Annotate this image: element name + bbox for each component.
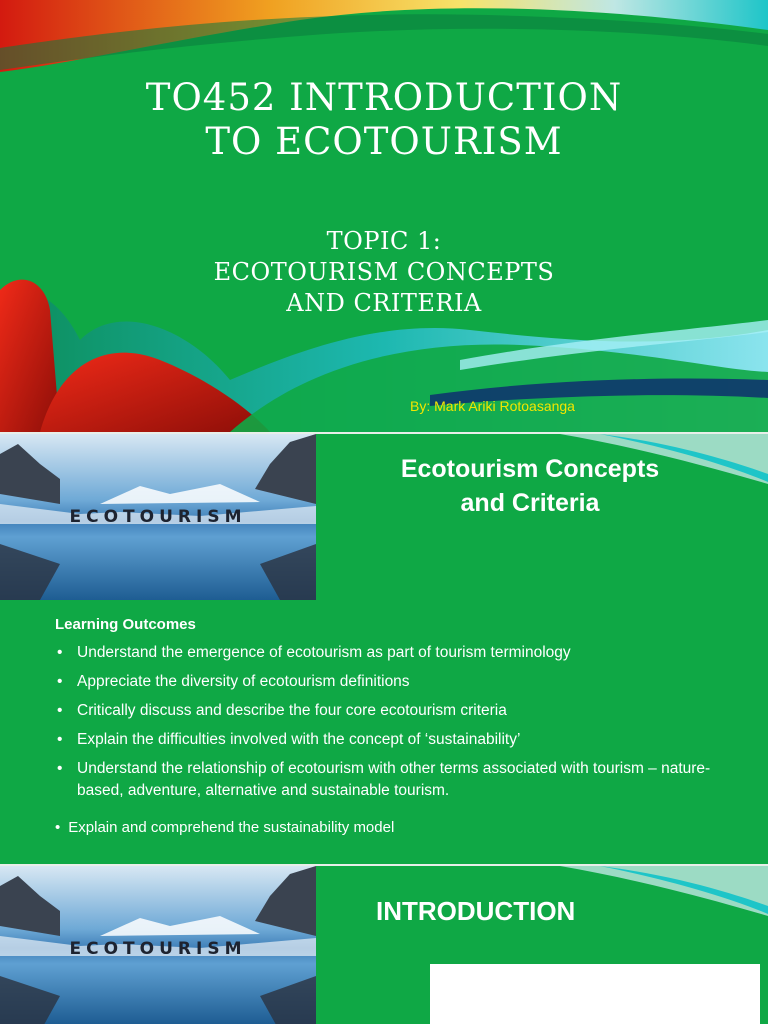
content-box [430,964,760,1024]
extra-outcome-text: Explain and comprehend the sustainability model [68,819,395,836]
topic-line-2: ECOTOURISM CONCEPTS [213,258,555,286]
list-item: • Explain the difficulties involved with the concept of ‘sustainability’ [55,729,745,751]
concepts-slide [0,434,768,864]
learning-outcomes-label: Learning Outcomes [55,616,196,633]
extra-outcome [55,819,394,836]
list-item: • Critically discuss and describe the four core ecotourism criteria [55,700,745,722]
ecotourism-banner-image [0,866,316,1024]
bullet-icon: • [55,819,61,836]
list-item: • Appreciate the diversity of ecotourism definitions [55,671,745,693]
title-line-2: TO ECOTOURISM [205,120,563,163]
slide-heading [330,452,730,520]
banner-word: ECOTOURISM [69,507,247,527]
topic-line-3: AND CRITERIA [286,289,482,317]
presentation-title [0,76,768,164]
list-item: • Understand the relationship of ecotourism with other terms associated with tourism – nature-based, adventure, alternative and sustainable tourism. [55,758,745,802]
topic-subtitle [0,226,768,319]
topic-line-1: TOPIC 1: [326,227,442,255]
list-item: • Understand the emergence of ecotourism as part of tourism terminology [55,642,745,664]
learning-outcomes-list [55,642,745,809]
title-line-1: TO452 INTRODUCTION [145,76,623,119]
slide-heading: INTRODUCTION [376,896,576,926]
banner-word: ECOTOURISM [69,939,247,959]
decorative-swoosh-graphic [0,0,768,432]
title-slide [0,0,768,432]
author-credit: By: Mark Ariki Rotoasanga [410,398,575,414]
introduction-slide [0,866,768,1024]
ecotourism-banner-image [0,434,316,600]
heading-line-1: Ecotourism Concepts [400,455,660,483]
heading-line-2: and Criteria [460,489,600,517]
